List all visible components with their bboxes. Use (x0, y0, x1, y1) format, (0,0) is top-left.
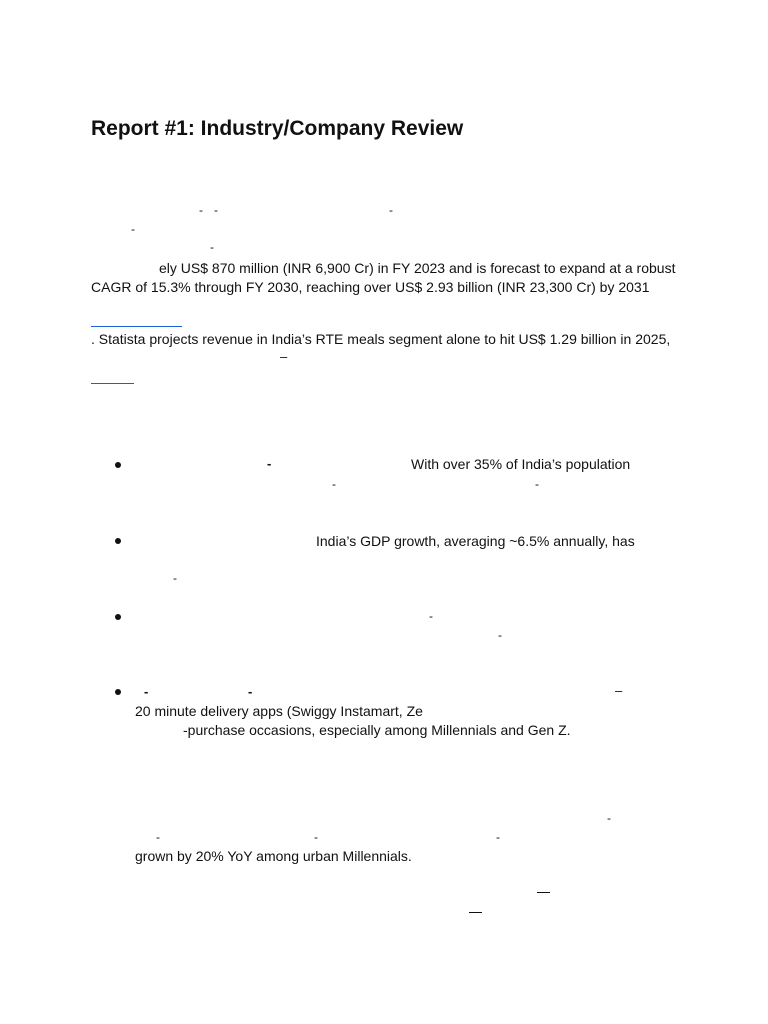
report-title: Report #1: Industry/Company Review (91, 117, 464, 140)
hyphen-glyph: - (496, 830, 500, 844)
hyphen-glyph: - (535, 477, 539, 491)
hyphen-glyph: - (199, 203, 203, 217)
bullet4-line1: 20 minute delivery apps (Swiggy Instamart, Ze (135, 703, 423, 719)
paragraph1-line1: ely US$ 870 million (INR 6,900 Cr) in FY 2023 and is forecast to expand at a robust (159, 260, 676, 276)
bullet1-text: With over 35% of India’s population (411, 456, 631, 472)
hyperlink-underline[interactable] (91, 326, 182, 327)
bullet4-line2: -purchase occasions, especially among Millennials and Gen Z. (183, 722, 571, 738)
endash-glyph: – (615, 683, 623, 698)
bullet2-text: India’s GDP growth, averaging ~6.5% annually, has (316, 533, 635, 549)
bullet-point (115, 538, 121, 544)
hyphen-glyph: - (210, 240, 214, 254)
paragraph3-line: grown by 20% YoY among urban Millennials. (135, 848, 412, 864)
hyphen-glyph: - (332, 477, 336, 491)
hyphen-glyph: - (314, 830, 318, 844)
hyphen-glyph: - (214, 203, 218, 217)
hyphen-glyph: - (429, 609, 433, 623)
hyphen-glyph: - (156, 830, 160, 844)
hyphen-glyph: - (173, 571, 177, 585)
hyperlink-underline[interactable] (91, 383, 134, 384)
hyphen-glyph: - (131, 222, 135, 236)
hyphen-glyph: - (607, 811, 611, 825)
hyphen-glyph: - (267, 456, 272, 471)
paragraph2-line1: . Statista projects revenue in India’s RTE meals segment alone to hit US$ 1.29 billion in 2025, (91, 331, 671, 347)
endash-glyph: – (280, 349, 288, 364)
emdash-glyph (537, 892, 550, 893)
bullet-point (115, 689, 121, 695)
emdash-glyph (469, 912, 482, 913)
bullet-point (115, 462, 121, 468)
hyphen-glyph: - (248, 684, 253, 699)
hyphen-glyph: - (144, 684, 149, 699)
paragraph1-line2: CAGR of 15.3% through FY 2030, reaching over US$ 2.93 billion (INR 23,300 Cr) by 2031 (91, 279, 650, 295)
hyphen-glyph: - (498, 628, 502, 642)
hyphen-glyph: - (389, 203, 393, 217)
bullet-point (115, 614, 121, 620)
